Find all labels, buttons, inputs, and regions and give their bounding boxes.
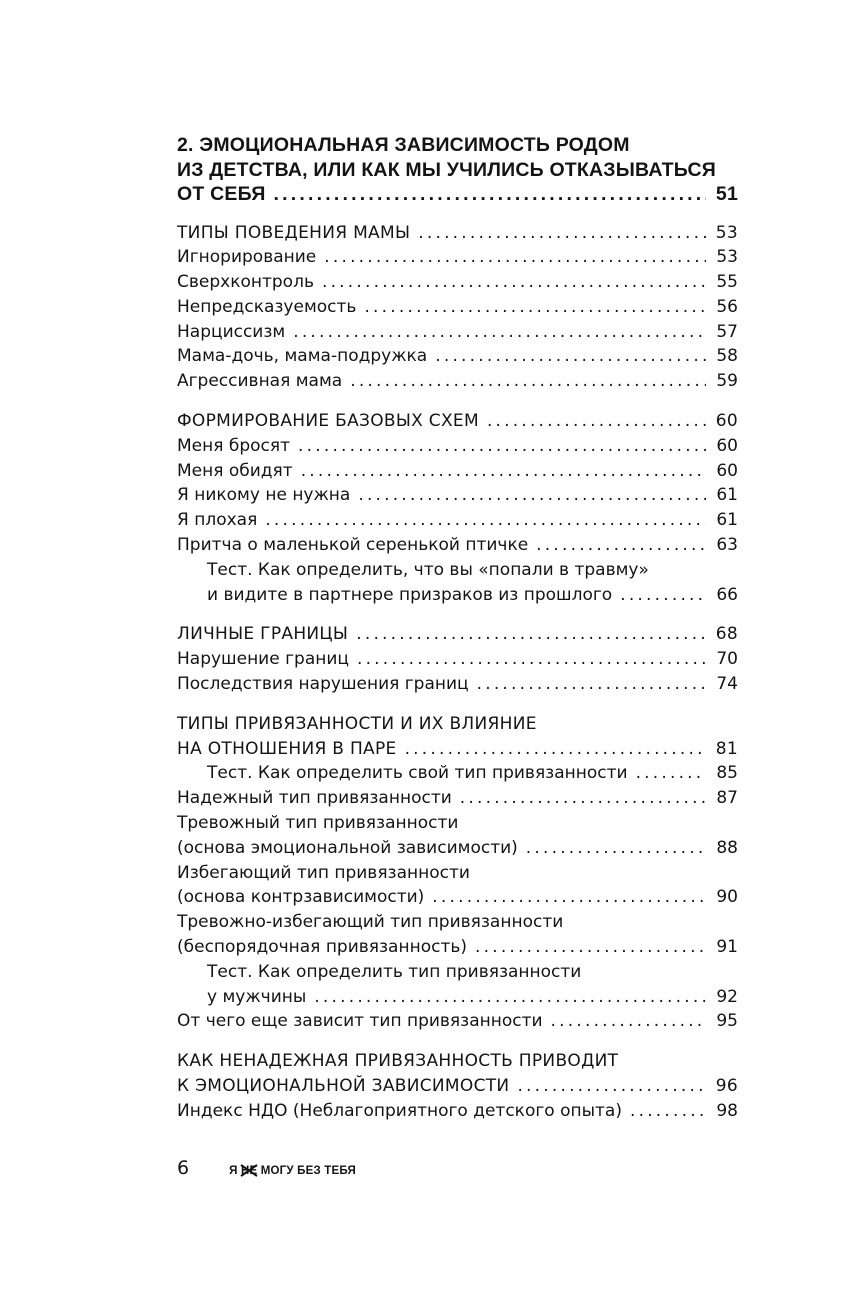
dot-leader: [432, 885, 706, 910]
toc-entry[interactable]: [177, 647, 738, 672]
toc-page: 53: [716, 247, 738, 268]
toc-page: 57: [716, 321, 738, 342]
toc-title: НА ОТНОШЕНИЯ В ПАРЕ: [177, 738, 397, 759]
toc-page: 98: [716, 1100, 738, 1121]
toc-page: 88: [716, 837, 738, 858]
toc-title: ЛИЧНЫЕ ГРАНИЦЫ: [177, 624, 349, 645]
toc-title: Сверхконтроль: [177, 272, 314, 293]
dot-leader: [636, 761, 706, 786]
toc-title-line: Тест. Как определить тип привязанности: [207, 961, 582, 982]
toc-entry[interactable]: [177, 483, 738, 508]
toc-title: (основа контрзависимости): [177, 887, 425, 908]
toc-title: и видите в партнере призраков из прошлого: [207, 584, 613, 605]
toc-title: Нарушение границ: [177, 649, 349, 670]
toc-page: 60: [715, 411, 738, 432]
toc-title: Непредсказуемость: [177, 296, 357, 317]
dot-leader: [536, 533, 706, 558]
toc-title-line: Избегающий тип привязанности: [177, 862, 470, 883]
toc-page: 68: [715, 624, 738, 645]
table-of-contents: [177, 133, 738, 1124]
toc-section[interactable]: [177, 737, 738, 762]
dot-leader: [460, 786, 706, 811]
running-title-part: Я: [229, 1165, 241, 1177]
toc-title: (основа эмоциональной зависимости): [177, 837, 518, 858]
toc-page: 96: [715, 1076, 738, 1096]
toc-page: 66: [716, 584, 738, 605]
toc-entry[interactable]: [177, 533, 738, 558]
dot-leader: [301, 459, 706, 484]
dot-leader: [298, 434, 706, 459]
toc-title: ТИПЫ ПОВЕДЕНИЯ МАМЫ: [177, 222, 411, 243]
dot-leader: [477, 672, 706, 697]
chapter-page-number: 51: [715, 183, 738, 205]
toc-entry[interactable]: [177, 369, 738, 394]
dot-leader: [265, 508, 706, 533]
dot-leader: [526, 836, 706, 861]
toc-title: ФОРМИРОВАНИЕ БАЗОВЫХ СХЕМ: [177, 411, 479, 432]
dot-leader: [620, 583, 706, 608]
chapter-title-last: ОТ СЕБЯ: [177, 183, 266, 205]
dot-leader: [405, 737, 706, 762]
toc-entry[interactable]: [177, 885, 738, 910]
page-number: 6: [177, 1157, 190, 1179]
toc-entry[interactable]: [177, 786, 738, 811]
chapter-entry[interactable]: [177, 182, 738, 207]
toc-title: у мужчины: [207, 986, 307, 1007]
chapter-title-line: 2. ЭМОЦИОНАЛЬНАЯ ЗАВИСИМОСТЬ РОДОМ: [177, 134, 630, 156]
toc-entry[interactable]: [177, 1009, 738, 1034]
running-title-part: НЕ: [240, 1165, 258, 1177]
toc-entry[interactable]: [177, 836, 738, 861]
page-footer: [177, 1157, 356, 1179]
toc-title: Мама-дочь, мама-подружка: [177, 346, 428, 367]
cross-out-icon: [240, 1163, 258, 1178]
toc-entry[interactable]: [177, 1099, 738, 1124]
dot-leader: [350, 369, 706, 394]
toc-entry[interactable]: [177, 320, 738, 345]
toc-page: 55: [716, 272, 738, 293]
toc-title: Меня бросят: [177, 435, 291, 456]
running-title-part: МОГУ БЕЗ ТЕБЯ: [257, 1165, 357, 1177]
dot-leader: [364, 295, 706, 320]
toc-title: Я никому не нужна: [177, 485, 351, 506]
toc-entry[interactable]: [177, 344, 738, 369]
dot-leader: [314, 985, 706, 1010]
toc-title: Я плохая: [177, 510, 258, 531]
chapter-title-line: ИЗ ДЕТСТВА, ИЛИ КАК МЫ УЧИЛИСЬ ОТКАЗЫВАТЬСЯ: [177, 158, 716, 181]
toc-page: 56: [716, 296, 738, 317]
toc-page: 92: [716, 986, 738, 1007]
toc-page: 61: [716, 510, 738, 531]
toc-entry[interactable]: [177, 935, 738, 960]
toc-title: Тест. Как определить свой тип привязанности: [207, 763, 628, 784]
dot-leader: [357, 647, 706, 672]
toc-entry[interactable]: [177, 270, 738, 295]
dot-leader: [322, 270, 706, 295]
toc-title-line: Тест. Как определить, что вы «попали в травму»: [207, 559, 649, 580]
dot-leader: [551, 1009, 706, 1034]
crossed-out-word: [241, 1165, 257, 1177]
dot-leader: [358, 483, 706, 508]
dot-leader: [293, 320, 706, 345]
toc-entry[interactable]: [177, 672, 738, 697]
toc-entry[interactable]: [177, 434, 738, 459]
toc-title: Агрессивная мама: [177, 371, 343, 392]
toc-section[interactable]: [177, 409, 738, 434]
toc-title: (беспорядочная привязанность): [177, 937, 468, 958]
toc-page: 60: [716, 460, 738, 481]
toc-page: 63: [716, 535, 738, 556]
toc-entry[interactable]: [177, 295, 738, 320]
toc-page: 74: [716, 674, 738, 695]
toc-section[interactable]: [177, 1074, 738, 1099]
dot-leader: [274, 182, 706, 207]
toc-entry[interactable]: [177, 985, 738, 1010]
toc-title: От чего еще зависит тип привязанности: [177, 1011, 543, 1032]
toc-page: 59: [716, 371, 738, 392]
toc-title: К ЭМОЦИОНАЛЬНОЙ ЗАВИСИМОСТИ: [177, 1076, 510, 1096]
toc-entry[interactable]: [177, 583, 738, 608]
toc-page: 85: [716, 763, 738, 784]
toc-page: 87: [716, 788, 738, 809]
chapter-heading: [177, 133, 738, 207]
dot-leader: [418, 221, 706, 246]
toc-title: Индекс НДО (Неблагоприятного детского опыта): [177, 1100, 622, 1121]
toc-section[interactable]: [177, 221, 738, 246]
toc-page: 91: [716, 937, 738, 958]
dot-leader: [435, 344, 706, 369]
toc-entry[interactable]: [177, 508, 738, 533]
toc-entry[interactable]: [177, 761, 738, 786]
toc-page: 60: [716, 435, 738, 456]
dot-leader: [487, 409, 706, 434]
toc-title-line: Тревожно-избегающий тип привязанности: [177, 912, 564, 933]
toc-title: Притча о маленькой серенькой птичке: [177, 535, 529, 556]
toc-section-line: ТИПЫ ПРИВЯЗАННОСТИ И ИХ ВЛИЯНИЕ: [177, 713, 537, 734]
toc-page: 95: [716, 1011, 738, 1032]
toc-page: 81: [715, 738, 738, 759]
toc-section[interactable]: [177, 622, 738, 647]
toc-section-line: КАК НЕНАДЕЖНАЯ ПРИВЯЗАННОСТЬ ПРИВОДИТ: [177, 1051, 619, 1072]
toc-title: Меня обидят: [177, 460, 293, 481]
dot-leader: [356, 622, 706, 647]
toc-page: 61: [716, 485, 738, 506]
toc-page: 70: [716, 649, 738, 670]
dot-leader: [475, 935, 706, 960]
running-title: [229, 1165, 356, 1177]
toc-title: Последствия нарушения границ: [177, 674, 469, 695]
toc-entry[interactable]: [177, 245, 738, 270]
dot-leader: [517, 1074, 706, 1099]
toc-title: Надежный тип привязанности: [177, 788, 452, 809]
toc-title: Нарциссизм: [177, 321, 286, 342]
toc-entry[interactable]: [177, 459, 738, 484]
toc-page: 58: [716, 346, 738, 367]
toc-page: 53: [715, 222, 738, 243]
dot-leader: [324, 245, 706, 270]
toc-title: Игнорирование: [177, 247, 317, 268]
toc-page: 90: [716, 887, 738, 908]
dot-leader: [630, 1099, 706, 1124]
toc-title-line: Тревожный тип привязанности: [177, 813, 459, 834]
